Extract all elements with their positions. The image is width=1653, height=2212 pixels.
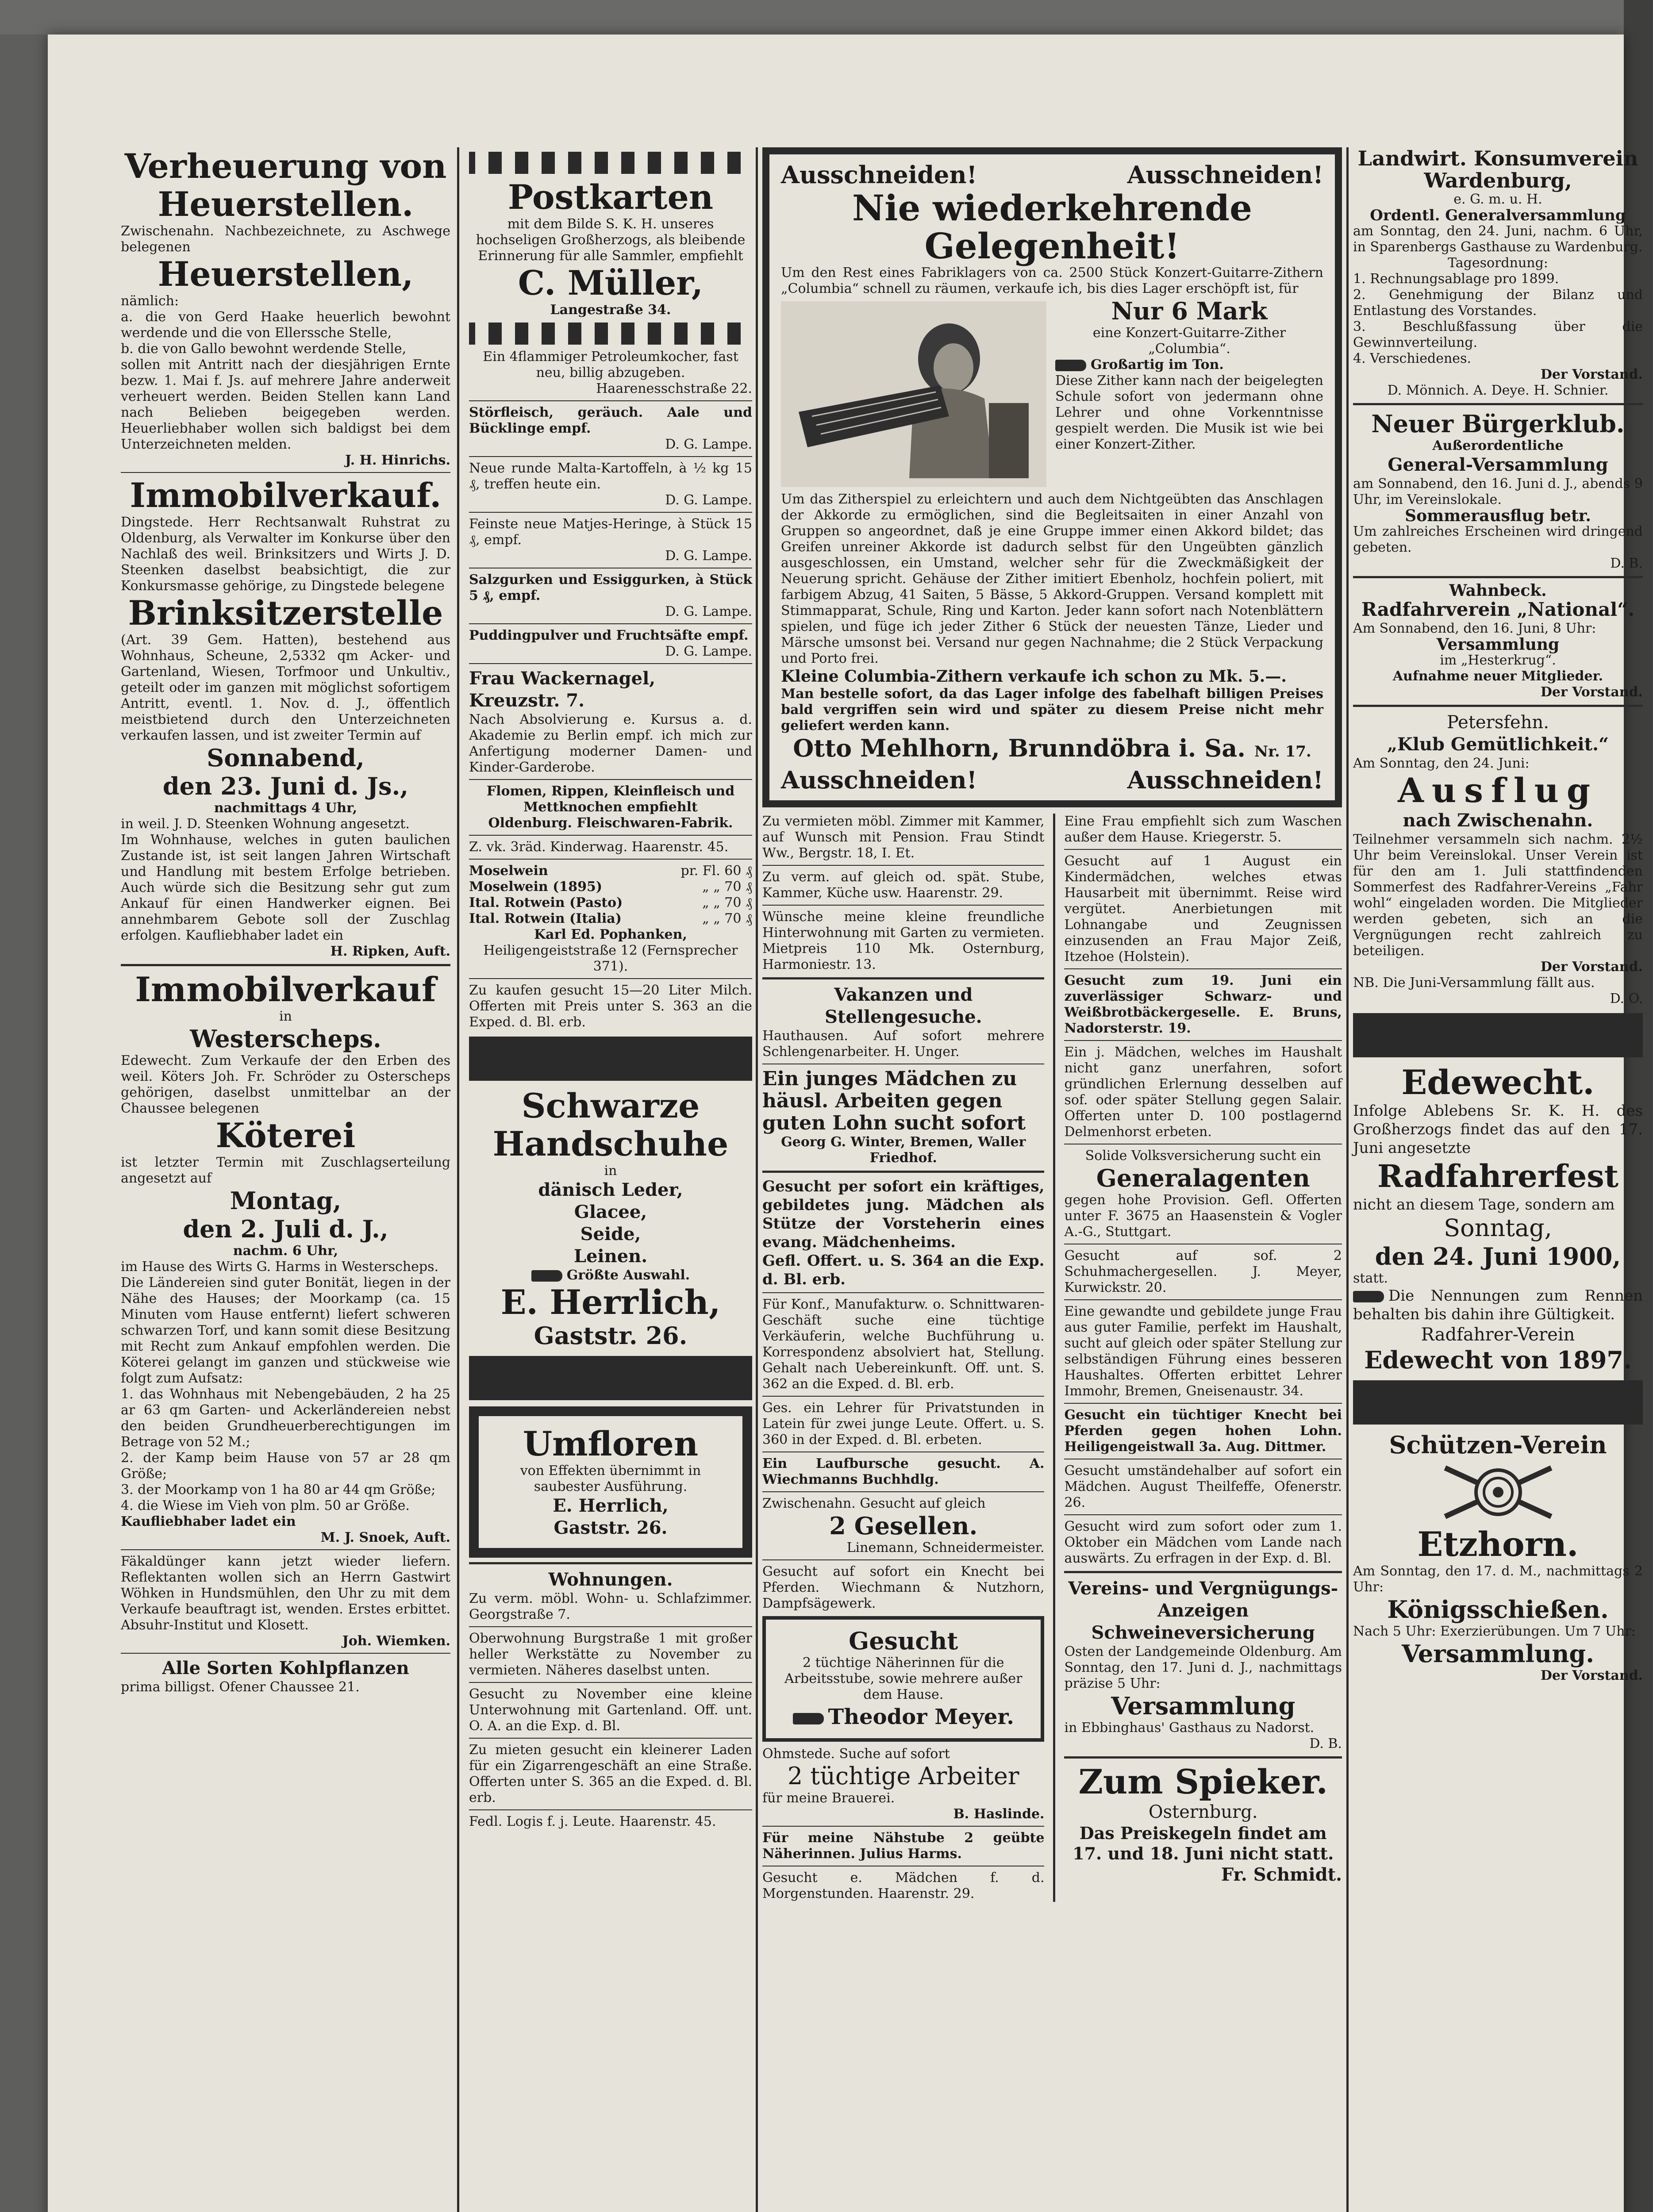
ad-headline: Versammlung. bbox=[1401, 1640, 1594, 1668]
ad-lampe: Störfleisch, geräuch. Aale und Bücklinge empf. bbox=[469, 405, 752, 436]
ad-date: Montag, bbox=[230, 1187, 342, 1215]
ad-text: Fäkaldünger kann jetzt wieder liefern. Reflektanten wollen sich an Herrn Gastwirt Wöhken in Hundsmühlen, den Uhr zu mit dem Verkaufe beauftragt ist, wenden. Erstes erbittet. Absuhr-Institut und Klosett. bbox=[121, 1554, 450, 1633]
column-rule bbox=[457, 147, 459, 2212]
ad-text: Kaufliebhaber ladet ein bbox=[121, 1514, 296, 1529]
ad-headline: Versammlung bbox=[1436, 635, 1560, 654]
ad-name: C. Müller, bbox=[518, 263, 703, 303]
ad-item: 2. Genehmigung der Bilanz und Entlastung des Vorstandes. bbox=[1353, 287, 1643, 319]
divider bbox=[469, 859, 752, 860]
ad-item: 4. die Wiese im Vieh von plm. 50 ar Größe. bbox=[121, 1498, 410, 1513]
cut-out-label: Ausschneiden! bbox=[1127, 766, 1323, 794]
ad-headline: Brinksitzerstelle bbox=[128, 593, 443, 633]
ad-text: Oberwohnung Burgstraße 1 mit großer heller Werkstätte zu November zu vermieten. Näheres daselbst unten. bbox=[469, 1631, 752, 1678]
ad-text: eine Konzert-Guitarre-Zither „Columbia“. bbox=[1092, 325, 1286, 357]
ad-item: Seide, bbox=[580, 1224, 641, 1244]
divider bbox=[762, 1826, 1044, 1827]
ad-immobilverkauf-2 bbox=[121, 971, 450, 1546]
ad-text: für meine Brauerei. bbox=[762, 1790, 895, 1806]
ad-text: Gesucht e. Mädchen f. d. Morgenstunden. Haarenstr. 29. bbox=[762, 1870, 1045, 1901]
ad-text: Am Sonntag, den 24. Juni: bbox=[1353, 756, 1530, 771]
ad-lampe: Salzgurken und Essiggurken, à Stück 5 ₰, empf. bbox=[469, 572, 752, 603]
ad-text: Fedl. Logis f. j. Leute. Haarenstr. 45. bbox=[469, 1814, 716, 1829]
ad-postkarten bbox=[469, 178, 752, 318]
ad-text: Z. vk. 3räd. Kinderwag. Haarenstr. 45. bbox=[469, 839, 729, 855]
ad-text: am Sonntag, den 24. Juni, nachm. 6 Uhr, in Sparenbergs Gasthause zu Wardenburg. bbox=[1353, 223, 1643, 255]
ad-title: Verheuerung von Heuerstellen. bbox=[124, 146, 447, 224]
ad-text: Gesucht wird zum sofort oder zum 1. Oktober ein Mädchen vom Lande nach auswärts. Zu erfragen in der Exp. d. Bl. bbox=[1064, 1519, 1342, 1566]
ad-signature: Der Vorstand. bbox=[1540, 1668, 1643, 1683]
ad-text: Solide Volksversicherung sucht ein bbox=[1085, 1148, 1321, 1164]
ad-subtitle: Größte Auswahl. bbox=[566, 1267, 690, 1283]
ad-text: ist letzter Termin mit Zuschlagserteilung angesetzt auf bbox=[121, 1155, 450, 1186]
divider bbox=[1064, 1571, 1342, 1573]
ad-title: Schützen-Verein bbox=[1389, 1431, 1607, 1459]
ad-signature: D. G. Lampe. bbox=[665, 548, 752, 564]
ad-signature: D. G. Lampe. bbox=[665, 492, 752, 508]
ad-item: dänisch Leder, bbox=[538, 1179, 683, 1200]
ad-address: Gaststr. 26. bbox=[554, 1517, 668, 1538]
divider bbox=[1353, 403, 1643, 405]
ad-title: Neuer Bürgerklub. bbox=[1371, 410, 1625, 438]
ad-subtitle: e. G. m. u. H. bbox=[1453, 192, 1542, 207]
ad-text: Nach 5 Uhr: Exerzierübungen. Um 7 Uhr: bbox=[1353, 1624, 1636, 1639]
divider bbox=[469, 456, 752, 457]
ad-subtitle: nach Zwischenahn. bbox=[1403, 810, 1593, 831]
ad-headline: Ordentl. Generalversammlung bbox=[1370, 207, 1626, 224]
ad-title: Immobilverkauf bbox=[135, 970, 436, 1009]
ad-text: Eine Frau empfiehlt sich zum Waschen außer dem Hause. Kriegerstr. 5. bbox=[1064, 814, 1342, 845]
ad-text: NB. Die Juni-Versammlung fällt aus. bbox=[1353, 975, 1595, 991]
ad-place: Etzhorn. bbox=[1417, 1525, 1579, 1564]
price-row bbox=[469, 895, 752, 911]
ad-text: in Ebbinghaus' Gasthaus zu Nadorst. bbox=[1064, 1720, 1315, 1736]
ad-text: Man bestelle sofort, da das Lager infolge des fabelhaft billigen Preises bald vergriffen sein wird und später zu diesem Preise nicht mehr geliefert werden kann. bbox=[781, 686, 1323, 733]
item-price: „ „ 70 ₰ bbox=[702, 911, 752, 926]
ad-headline: Radfahrerfest bbox=[1377, 1158, 1619, 1194]
column-3 bbox=[762, 147, 1342, 1902]
ad-text: Kleine Columbia-Zithern verkaufe ich schon zu Mk. 5.—. bbox=[781, 667, 1287, 686]
ad-name: Karl Ed. Pophanken, bbox=[534, 927, 687, 942]
divider bbox=[1064, 849, 1342, 850]
ad-immobilverkauf-1 bbox=[121, 476, 450, 960]
ad-text: Gefl. Offert. u. S. 364 an die Exp. d. Bl. erb. bbox=[762, 1252, 1045, 1288]
ad-buergerklub bbox=[1353, 410, 1643, 572]
ad-text: Um zahlreiches Erscheinen wird dringend gebeten. bbox=[1353, 524, 1643, 555]
ad-lampe: Puddingpulver und Fruchtsäfte empf. bbox=[469, 628, 749, 643]
item-price: „ „ 70 ₰ bbox=[702, 879, 752, 895]
ad-text: Gesucht auf sof. 2 Schuhmachergesellen. J. Meyer, Kurwickstr. 20. bbox=[1064, 1248, 1342, 1295]
ad-signature: Fr. Schmidt. bbox=[1221, 1864, 1342, 1885]
ad-text: 2 tüchtige Näherinnen für die Arbeitsstube, sowie mehrere außer dem Hause. bbox=[784, 1655, 1023, 1702]
ad-place: Petersfehn. bbox=[1447, 712, 1549, 733]
divider bbox=[1064, 968, 1342, 969]
ad-signature: Der Vorstand. bbox=[1540, 684, 1643, 700]
ad-text: Diese Zither kann nach der beigelegten Schule sofort von jedermann ohne Lehrer und ohne Vorkenntnisse gespielt werden. Die Musik ist wie bei einer Konzert-Zither. bbox=[1055, 373, 1323, 452]
ad-text: Edewecht. Zum Verkaufe der den Erben des weil. Köters Joh. Fr. Schröder zu Osterscheps gehörigen, daselbst unmittelbar an der Chaussee belegenen bbox=[121, 1053, 450, 1116]
ad-text: Hauthausen. Auf sofort mehrere Schlengenarbeiter. H. Unger. bbox=[762, 1028, 1045, 1060]
ad-signature: D. G. Lampe. bbox=[665, 644, 752, 659]
divider bbox=[469, 1562, 752, 1564]
dark-band bbox=[469, 1037, 752, 1081]
column-rule bbox=[1346, 147, 1349, 2212]
ad-petersfehn bbox=[1353, 711, 1643, 1007]
classifieds-left bbox=[762, 814, 1044, 1902]
ad-signature: Georg G. Winter, Bremen, Waller Friedhof. bbox=[781, 1134, 1026, 1166]
ad-text: Ohmstede. Suche auf sofort bbox=[762, 1746, 950, 1762]
ad-address: Gaststr. 26. bbox=[534, 1321, 688, 1350]
ad-text: Gesucht umständehalber auf sofort ein Mädchen. August Theilfeffe, Ofenerstr. 26. bbox=[1064, 1463, 1342, 1510]
divider bbox=[121, 1653, 450, 1654]
ad-date: Sonntag, bbox=[1444, 1214, 1552, 1242]
ad-text: nicht an diesem Tage, sondern am bbox=[1353, 1196, 1615, 1214]
ad-signature: D. B. bbox=[1610, 556, 1643, 571]
pointing-hand-icon bbox=[1353, 1291, 1384, 1302]
ad-text: Zwischenahn. Gesucht auf gleich bbox=[762, 1496, 986, 1511]
ad-item: Leinen. bbox=[573, 1246, 648, 1267]
ad-sidebar bbox=[1055, 297, 1323, 492]
ad-text: sollen mit Antritt nach der diesjährigen Ernte bezw. 1. Mai f. Js. auf mehrere Jahre anderweit verheuert werden. Beiden Stellen kann Land nach Belieben beigegeben werden. Heuerliebhaber wollen sich baldigst bei dem Unterzeichneten melden. bbox=[121, 357, 450, 452]
ad-signature: Der Vorstand. bbox=[1540, 367, 1643, 382]
ad-lampe: Feinste neue Matjes-Heringe, à Stück 15 ₰, empf. bbox=[469, 516, 752, 548]
ad-number: Nr. 17. bbox=[1254, 743, 1311, 760]
divider bbox=[762, 905, 1044, 906]
ad-date: den 2. Juli d. J., bbox=[183, 1215, 388, 1243]
divider bbox=[1064, 1514, 1342, 1515]
dark-band bbox=[469, 1356, 752, 1400]
column-rule bbox=[1053, 814, 1055, 1902]
ad-item: 3. Beschlußfassung über die Gewinnverteilung. bbox=[1353, 319, 1643, 350]
ad-praise: Großartig im Ton. bbox=[1091, 357, 1224, 373]
ad-title: Schweineversicherung bbox=[1091, 1622, 1315, 1643]
ad-text: Das Preiskegeln findet am 17. und 18. Juni nicht statt. bbox=[1073, 1823, 1334, 1863]
ad-address: Heiligengeiststraße 12 (Fernsprecher 371). bbox=[483, 943, 738, 974]
ad-text: Für Konf., Manufakturw. o. Schnittwaren-Geschäft suche eine tüchtige Verkäuferin, welche Buchführung u. Korrespondenz absolviert hat, Stellung. Gehalt nach Uebereinkunft. Off. unt. S. 362 an die Exped. d. Bl. erb. bbox=[762, 1297, 1045, 1392]
ad-text: Gesucht ein tüchtiger Knecht bei Pferden gegen hohen Lohn. Heiligengeistwall 3a. Aug. Dittmer. bbox=[1064, 1407, 1342, 1455]
ad-text: nämlich: bbox=[121, 293, 179, 309]
ad-text: Ein j. Mädchen, welches im Haushalt nicht ganz unerfahren, sofort gründlichen Erlernung desselben auf sof. oder später Stellung gegen Salair. Offerten unter D. 100 postlagernd Delmenhorst erbeten. bbox=[1064, 1045, 1342, 1140]
ad-club: Radfahrer-Verein bbox=[1421, 1325, 1575, 1345]
ad-schuetzen bbox=[1353, 1431, 1643, 1684]
ad-time: nachmittags 4 Uhr, bbox=[214, 800, 358, 816]
ad-text: Tagesordnung: bbox=[1448, 255, 1548, 271]
price-row bbox=[469, 911, 752, 927]
ad-text: statt. bbox=[1353, 1271, 1388, 1286]
ad-petroleum: Ein 4flammiger Petroleumkocher, fast neu, billig abzugeben. bbox=[483, 349, 738, 380]
divider bbox=[469, 1682, 752, 1683]
ornament-bar bbox=[469, 152, 752, 174]
item-price: „ „ 70 ₰ bbox=[702, 895, 752, 910]
divider bbox=[1353, 705, 1643, 707]
ad-banner bbox=[781, 161, 1323, 189]
ad-item: a. die von Gerd Haake heuerlich bewohnt werdende und die von Ellerssche Stelle, bbox=[121, 309, 450, 341]
ad-text: Gesucht auf 1 August ein Kindermädchen, welches etwas Hausarbeit mit übernimmt. Reise wird vergütet. Anerbietungen mit Lohnangabe und Zeugnissen einzusenden an Frau Major Zeiß, Itzehoe (Holstein). bbox=[1064, 853, 1342, 964]
ad-text: Zu verm. auf gleich od. spät. Stube, Kammer, Küche usw. Haarenstr. 29. bbox=[762, 869, 1045, 901]
ad-title: „Klub Gemütlichkeit.“ bbox=[1387, 734, 1609, 755]
ad-edewecht bbox=[1353, 1064, 1643, 1374]
ad-headline: Versammlung bbox=[1111, 1692, 1295, 1720]
zither-player-illustration bbox=[781, 301, 1046, 487]
divider bbox=[469, 779, 752, 780]
section-title: Vereins- und Vergnügungs-Anzeigen bbox=[1068, 1578, 1338, 1621]
cut-out-label: Ausschneiden! bbox=[1127, 161, 1323, 189]
ad-text: Um das Zitherspiel zu erleichtern und auch dem Nichtgeübten das Anschlagen der Akkorde zu ermöglichen, sind die Begleitsaiten in einer Anzahl von Gruppen so angeordnet, daß je eine Gruppe immer einen Akkord bildet; das Greifen unreiner Akkorde ist dadurch selbst für den Ungeübten gänzlich ausgeschlossen, ein Umstand, welcher sehr für die Zweckmäßigkeit der Neuerung spricht. Gehäuse der Zither imitiert Ebenholz, hochfein poliert, mit farbigem Abzug, 41 Saiten, 5 Bässe, 5 Akkord-Gruppen. Versand komplett mit Stimmapparat, Schule, Ring und Karton. Jeder kann sofort nach Notenblättern spielen, und füge ich jeder Zither 6 Stück der neuesten Tänze, Lieder und Märsche umsonst bei. Versand nur gegen Nachnahme; die 2 Stück Verpackung und Porto frei. bbox=[781, 492, 1323, 666]
ad-text: Die Ländereien sind guter Bonität, liegen in der Nähe des Hauses; der Moorkamp (ca. 15 Minuten vom Hause entfernt) liefert schweren schwarzen Torf, und kann somit diese Besitzung mit Recht zum Ankauf empfohlen werden. Die Köterei gelangt im ganzen und stückweise wie folgt zum Aufsatz: bbox=[121, 1275, 450, 1386]
ad-seller bbox=[781, 734, 1323, 766]
ad-signature: H. Ripken, Auft. bbox=[330, 944, 450, 959]
ad-text: Ges. ein Lehrer für Privatstunden in Latein für zwei junge Leute. Offert. u. S. 360 in der Exped. d. Bl. erbeten. bbox=[762, 1400, 1045, 1448]
ad-text: Am Sonntag, den 17. d. M., nachmittags 2 Uhr: bbox=[1353, 1563, 1643, 1595]
ad-place: Osternburg. bbox=[1148, 1802, 1258, 1822]
ad-text: am Sonnabend, den 16. Juni d. J., abends 9 Uhr, im Vereinslokale. bbox=[1353, 476, 1643, 507]
divider bbox=[762, 1491, 1044, 1492]
ad-text bbox=[1055, 357, 1323, 373]
ad-name-text: Theodor Meyer. bbox=[828, 1705, 1014, 1729]
ad-text: Zu verm. möbl. Wohn- u. Schlafzimmer. Georgstraße 7. bbox=[469, 1591, 752, 1622]
ad-umfloren bbox=[469, 1406, 752, 1558]
item-name: Ital. Rotwein (Pasto) bbox=[469, 895, 623, 910]
ad-signature: D. Mönnich. A. Deye. H. Schnier. bbox=[1387, 383, 1609, 398]
ad-text: Gesucht auf sofort ein Knecht bei Pferden. Wiechmann & Nutzhorn, Dampfsägewerk. bbox=[762, 1564, 1045, 1611]
ad-text bbox=[1353, 1286, 1643, 1324]
ad-text: Teilnehmer versammeln sich nachm. 2½ Uhr beim Vereinslokal. Unser Verein ist für den am 1. Juli stattfindenden Sommerfest des Radfahrer-Vereins „Fahr wohl“ eingeladen worden. Die Mitglieder werden gebeten, sich an die Vergnügungen recht zahlreich zu beteiligen. bbox=[1353, 832, 1643, 959]
ad-title: Postkarten bbox=[507, 177, 714, 217]
ad-place: im Hause des Wirts G. Harms in Westerscheps. bbox=[121, 1259, 439, 1275]
ad-zither bbox=[762, 147, 1342, 807]
divider bbox=[762, 1171, 1044, 1173]
ad-gesucht bbox=[762, 1616, 1044, 1742]
ad-headline: 2 Gesellen. bbox=[829, 1512, 978, 1540]
pointing-hand-icon bbox=[531, 1270, 562, 1282]
ad-text: gegen hohe Provision. Gefl. Offerten unter F. 3675 an Haasenstein & Vogler A.-G., Stuttgart. bbox=[1064, 1192, 1342, 1240]
divider bbox=[469, 623, 752, 624]
ad-signature: D. G. Lampe. bbox=[665, 437, 752, 452]
ad-handschuhe bbox=[469, 1087, 752, 1350]
divider bbox=[469, 663, 752, 664]
ad-time: nachm. 6 Uhr, bbox=[233, 1243, 338, 1259]
ad-place: Wahnbeck. bbox=[1449, 581, 1547, 600]
price-row bbox=[469, 879, 752, 895]
ad-national bbox=[1353, 583, 1643, 700]
divider bbox=[121, 472, 450, 473]
item-price: pr. Fl. 60 ₰ bbox=[680, 863, 752, 879]
divider bbox=[762, 1396, 1044, 1397]
ad-date: den 24. Juni 1900, bbox=[1375, 1242, 1621, 1271]
ad-item: 4. Verschiedenes. bbox=[1353, 351, 1471, 366]
ad-headline: Ausflug bbox=[1398, 771, 1598, 810]
ad-text: prima billigst. Ofener Chaussee 21. bbox=[121, 1679, 360, 1695]
ad-wein bbox=[469, 863, 752, 975]
ad-signature: Joh. Wiemken. bbox=[342, 1633, 450, 1649]
ad-signature: D. G. Lampe. bbox=[665, 604, 752, 619]
ad-headline: Nie wiederkehrende Gelegenheit! bbox=[852, 187, 1252, 267]
ad-subtitle: Außerordentliche bbox=[1432, 438, 1564, 453]
ad-text: Nach Absolvierung e. Kursus a. d. Akademie zu Berlin empf. ich mich zur Anfertigung moderner Damen- und Kinder-Garderobe. bbox=[469, 712, 752, 775]
ad-title: Frau Wackernagel, Kreuzstr. 7. bbox=[469, 668, 656, 711]
ad-signature: B. Haslinde. bbox=[953, 1806, 1045, 1822]
ad-signature: Oldenburg. Fleischwaren-Fabrik. bbox=[488, 815, 733, 831]
divider bbox=[762, 977, 1044, 979]
ad-item: 3. der Moorkamp von 1 ha 80 ar 44 qm Größe; bbox=[121, 1482, 436, 1498]
ad-note: Die Nennungen zum Rennen behalten bis dahin ihre Gültigkeit. bbox=[1353, 1287, 1643, 1323]
ad-title: Immobilverkauf. bbox=[130, 476, 442, 515]
ad-text: Wünsche meine kleine freundliche Hinterwohnung mit Garten zu vermieten. Mietpreis 110 Mk. Osternburg, Harmoniestr. 13. bbox=[762, 909, 1045, 972]
ad-title: Schwarze Handschuhe bbox=[492, 1086, 729, 1164]
ad-text: Zu vermieten möbl. Zimmer mit Kammer, auf Wunsch mit Pension. Frau Stindt Ww., Bergstr. 18, I. Et. bbox=[762, 814, 1045, 861]
ad-intro: Zwischenahn. Nachbezeichnete, zu Aschwege belegenen bbox=[121, 223, 450, 255]
section-title: Vakanzen und Stellengesuche. bbox=[824, 984, 982, 1027]
ad-item: b. die von Gallo bewohnt werdende Stelle, bbox=[121, 341, 407, 357]
divider bbox=[121, 1549, 450, 1550]
ad-title: Gesucht bbox=[849, 1627, 958, 1655]
ad-name bbox=[773, 1703, 1034, 1731]
divider bbox=[1064, 1040, 1342, 1041]
item-name: Moselwein bbox=[469, 863, 548, 879]
ad-illustration-row bbox=[781, 297, 1323, 492]
divider bbox=[469, 835, 752, 836]
column-2 bbox=[469, 147, 752, 1830]
ad-address: Langestraße 34. bbox=[550, 302, 671, 318]
ad-banner bbox=[781, 766, 1323, 794]
ad-headline: Heuerstellen, bbox=[158, 254, 414, 294]
ad-text: von Effekten übernimmt in saubester Ausführung. bbox=[520, 1463, 701, 1494]
ad-headline: Ein junges Mädchen zu häusl. Arbeiten gegen guten Lohn sucht sofort bbox=[762, 1068, 1026, 1134]
ad-text: Aufnahme neuer Mitglieder. bbox=[1392, 668, 1603, 684]
ad-text: in bbox=[604, 1163, 617, 1179]
ad-headline: General-Versammlung bbox=[1388, 454, 1608, 475]
pointing-hand-icon bbox=[793, 1713, 824, 1724]
ad-text: Gesucht per sofort ein kräftiges, gebildetes jung. Mädchen als Stütze der Vorsteherin eines evang. Mädchenheims. bbox=[762, 1178, 1045, 1251]
divider bbox=[469, 512, 752, 513]
column-1 bbox=[121, 147, 450, 1695]
ad-headline: Generalagenten bbox=[1096, 1164, 1310, 1192]
ad-place: Westerscheps. bbox=[190, 1025, 381, 1053]
divider bbox=[1064, 1403, 1342, 1404]
ad-date: den 23. Juni d. Js., bbox=[162, 772, 409, 800]
ad-text: Am Sonnabend, den 16. Juni, 8 Uhr: bbox=[1353, 621, 1596, 636]
ad-text: Ein Laufbursche gesucht. A. Wiechmanns Buchhdlg. bbox=[762, 1456, 1045, 1487]
scan-background-top bbox=[0, 0, 1653, 35]
ad-item: 2. der Kamp beim Hause von 57 ar 28 qm Größe; bbox=[121, 1450, 450, 1482]
ad-signature: Linemann, Schneidermeister. bbox=[846, 1540, 1045, 1555]
ad-milch: Zu kaufen gesucht 15—20 Liter Milch. Offerten mit Preis unter S. 363 an die Exped. d. Bl. erb. bbox=[469, 983, 752, 1030]
ad-text: Für meine Nähstube 2 geübte Näherinnen. Julius Harms. bbox=[762, 1830, 1045, 1862]
ad-club-name: Edewecht von 1897. bbox=[1364, 1346, 1632, 1374]
ad-signature: D. B. bbox=[1309, 1736, 1342, 1751]
ad-name: E. Herrlich, bbox=[553, 1495, 669, 1516]
ad-text: Gesucht zu November eine kleine Unterwohnung mit Gartenland. Off. unt. O. A. an die Exp. d. Bl. bbox=[469, 1686, 752, 1734]
ad-text: Im Wohnhause, welches in guten baulichen Zustande ist, ist seit langen Jahren Wirtschaft und Handlung mit bestem Erfolge betrieben. Auch würde sich die Besitzung sehr gut zum Ankauf für einen Handwerker eignen. Bei annehmbarem Gebote soll der Zuschlag erfolgen. Kaufliebhaber ladet ein bbox=[121, 832, 450, 943]
ad-lampe: Neue runde Malta-Kartoffeln, à ½ kg 15 ₰, treffen heute ein. bbox=[469, 461, 752, 492]
ad-name: Otto Mehlhorn, Brunndöbra i. Sa. bbox=[793, 734, 1246, 762]
column-rule bbox=[756, 147, 758, 2212]
price-row bbox=[469, 863, 752, 879]
divider bbox=[762, 1292, 1044, 1293]
section-wohnungen bbox=[469, 1569, 752, 1830]
column-4 bbox=[1353, 147, 1643, 1684]
cut-out-label: Ausschneiden! bbox=[781, 766, 977, 794]
ad-text bbox=[469, 1267, 752, 1283]
ad-date: Sonnabend, bbox=[207, 744, 365, 772]
ad-text: Infolge Ablebens Sr. K. H. des Großherzogs findet das auf den 17. Juni angesetzte bbox=[1353, 1102, 1643, 1157]
ad-signature: D. O. bbox=[1610, 991, 1643, 1006]
ad-text: in bbox=[279, 1009, 292, 1024]
ornament-bar bbox=[469, 323, 752, 345]
ad-title: Alle Sorten Kohlpflanzen bbox=[162, 1658, 409, 1678]
divider bbox=[762, 865, 1044, 866]
ad-text: Flomen, Rippen, Kleinfleisch und Mettknochen empfiehlt bbox=[486, 783, 735, 815]
ad-title: Radfahrverein „National“. bbox=[1361, 599, 1635, 620]
ad-headline: Köterei bbox=[215, 1116, 356, 1155]
ad-konsumverein bbox=[1353, 147, 1643, 399]
ad-price: Nur 6 Mark bbox=[1111, 297, 1268, 325]
ad-title: Umfloren bbox=[523, 1424, 699, 1463]
divider bbox=[469, 1738, 752, 1739]
dark-band bbox=[1353, 1380, 1643, 1425]
ad-item: 1. Rechnungsablage pro 1899. bbox=[1353, 271, 1559, 287]
ad-text: Um den Rest eines Fabriklagers von ca. 2500 Stück Konzert-Guitarre-Zithern „Columbia“ schnell zu räumen, verkaufe ich, bis dies Lager erschöpft ist, für bbox=[781, 265, 1323, 296]
section-title: Wohnungen. bbox=[548, 1569, 673, 1590]
item-name: Ital. Rotwein (Italia) bbox=[469, 911, 622, 926]
ad-text: Eine gewandte und gebildete junge Frau aus guter Familie, perfekt im Haushalt, sucht auf gleich oder später Stellung zur selbständigen Führung eines besseren Haushaltes. Offerten erbittet Lehrer Immohr, Bremen, Gneisenaustr. 34. bbox=[1064, 1304, 1342, 1399]
pointing-hand-icon bbox=[1055, 360, 1086, 371]
divider bbox=[762, 1559, 1044, 1560]
ad-text: (Art. 39 Gem. Hatten), bestehend aus Wohnhaus, Scheune, 2,5332 qm Acker- und Gartenland, Wiesen, Torfmoor und Unkultiv., geteilt oder im ganzen mit möglichst sofortigem Antritt, eventl. 1. Nov. d. J., öffentlich meistbietend durch den Unterzeichneten verkaufen lassen, und ist zweiter Termin auf bbox=[121, 632, 450, 743]
ad-faekal bbox=[121, 1554, 450, 1649]
ad-text: mit dem Bilde S. K. H. unseres hochseligen Großherzogs, als bleibende Erinnerung für alle Sammler, empfiehlt bbox=[476, 216, 746, 264]
ad-verheuerung bbox=[121, 147, 450, 469]
cut-out-label: Ausschneiden! bbox=[781, 161, 977, 189]
ad-text: Sommerausflug betr. bbox=[1405, 507, 1591, 525]
ad-text: Zu mieten gesucht ein kleinerer Laden für ein Zigarrengeschäft an eine Straße. Offerten unter S. 365 an die Exped. d. Bl. erb. bbox=[469, 1742, 752, 1805]
ad-text: Osten der Landgemeinde Oldenburg. Am Sonntag, den 17. Juni d. J., nachmittags präzise 5 Uhr: bbox=[1064, 1644, 1342, 1691]
ad-place: in weil. J. D. Steenken Wohnung angesetzt. bbox=[121, 816, 410, 832]
divider bbox=[469, 978, 752, 979]
ad-signature: Der Vorstand. bbox=[1540, 959, 1643, 975]
ad-text: Gesucht zum 19. Juni ein zuverlässiger Schwarz- und Weißbrotbäckergeselle. E. Bruns, Nadorsterstr. 19. bbox=[1064, 973, 1342, 1036]
ad-address: Haarenesschstraße 22. bbox=[596, 381, 752, 396]
divider bbox=[469, 1626, 752, 1627]
divider bbox=[121, 964, 450, 966]
ad-headline: Königsschießen. bbox=[1387, 1595, 1609, 1624]
ad-item: Glacee, bbox=[574, 1202, 647, 1222]
crossed-rifles-target-icon bbox=[1432, 1459, 1565, 1525]
ad-title: Landwirt. Konsumverein Wardenburg, bbox=[1357, 146, 1638, 192]
divider bbox=[469, 400, 752, 401]
ad-item: 1. das Wohnhaus mit Nebengebäuden, 2 ha 25 ar 63 qm Garten- und Ackerländereien nebst den beiden Grundheuerberechtigungen im Betrage von 52 M.; bbox=[121, 1386, 450, 1450]
classifieds-right bbox=[1064, 814, 1342, 1902]
ad-signature: J. H. Hinrichs. bbox=[345, 453, 450, 468]
ad-signature: M. J. Snoek, Auft. bbox=[320, 1530, 450, 1545]
ad-name: E. Herrlich, bbox=[500, 1283, 721, 1322]
ad-text: Dingstede. Herr Rechtsanwalt Ruhstrat zu Oldenburg, als Verwalter im Konkurse über den Nachlaß des weil. Brinksitzers und Wirts J. D. Steenken daselbst beabsichtigt, die zur Konkursmasse gehörige, zu Dingstede belegene bbox=[121, 515, 450, 594]
classifieds-row bbox=[762, 814, 1342, 1902]
divider bbox=[1353, 576, 1643, 578]
divider bbox=[1064, 1756, 1342, 1759]
ad-kohlpflanzen bbox=[121, 1657, 450, 1695]
dark-band bbox=[1353, 1013, 1643, 1057]
ad-place: im „Hesterkrug“. bbox=[1440, 653, 1556, 668]
divider bbox=[469, 1809, 752, 1810]
item-name: Moselwein (1895) bbox=[469, 879, 603, 895]
newspaper-page bbox=[48, 35, 1643, 2212]
ad-title: Zum Spieker. bbox=[1078, 1762, 1328, 1801]
ad-headline: 2 tüchtige Arbeiter bbox=[787, 1762, 1019, 1790]
ad-title: Edewecht. bbox=[1401, 1063, 1595, 1102]
divider bbox=[1064, 1299, 1342, 1300]
